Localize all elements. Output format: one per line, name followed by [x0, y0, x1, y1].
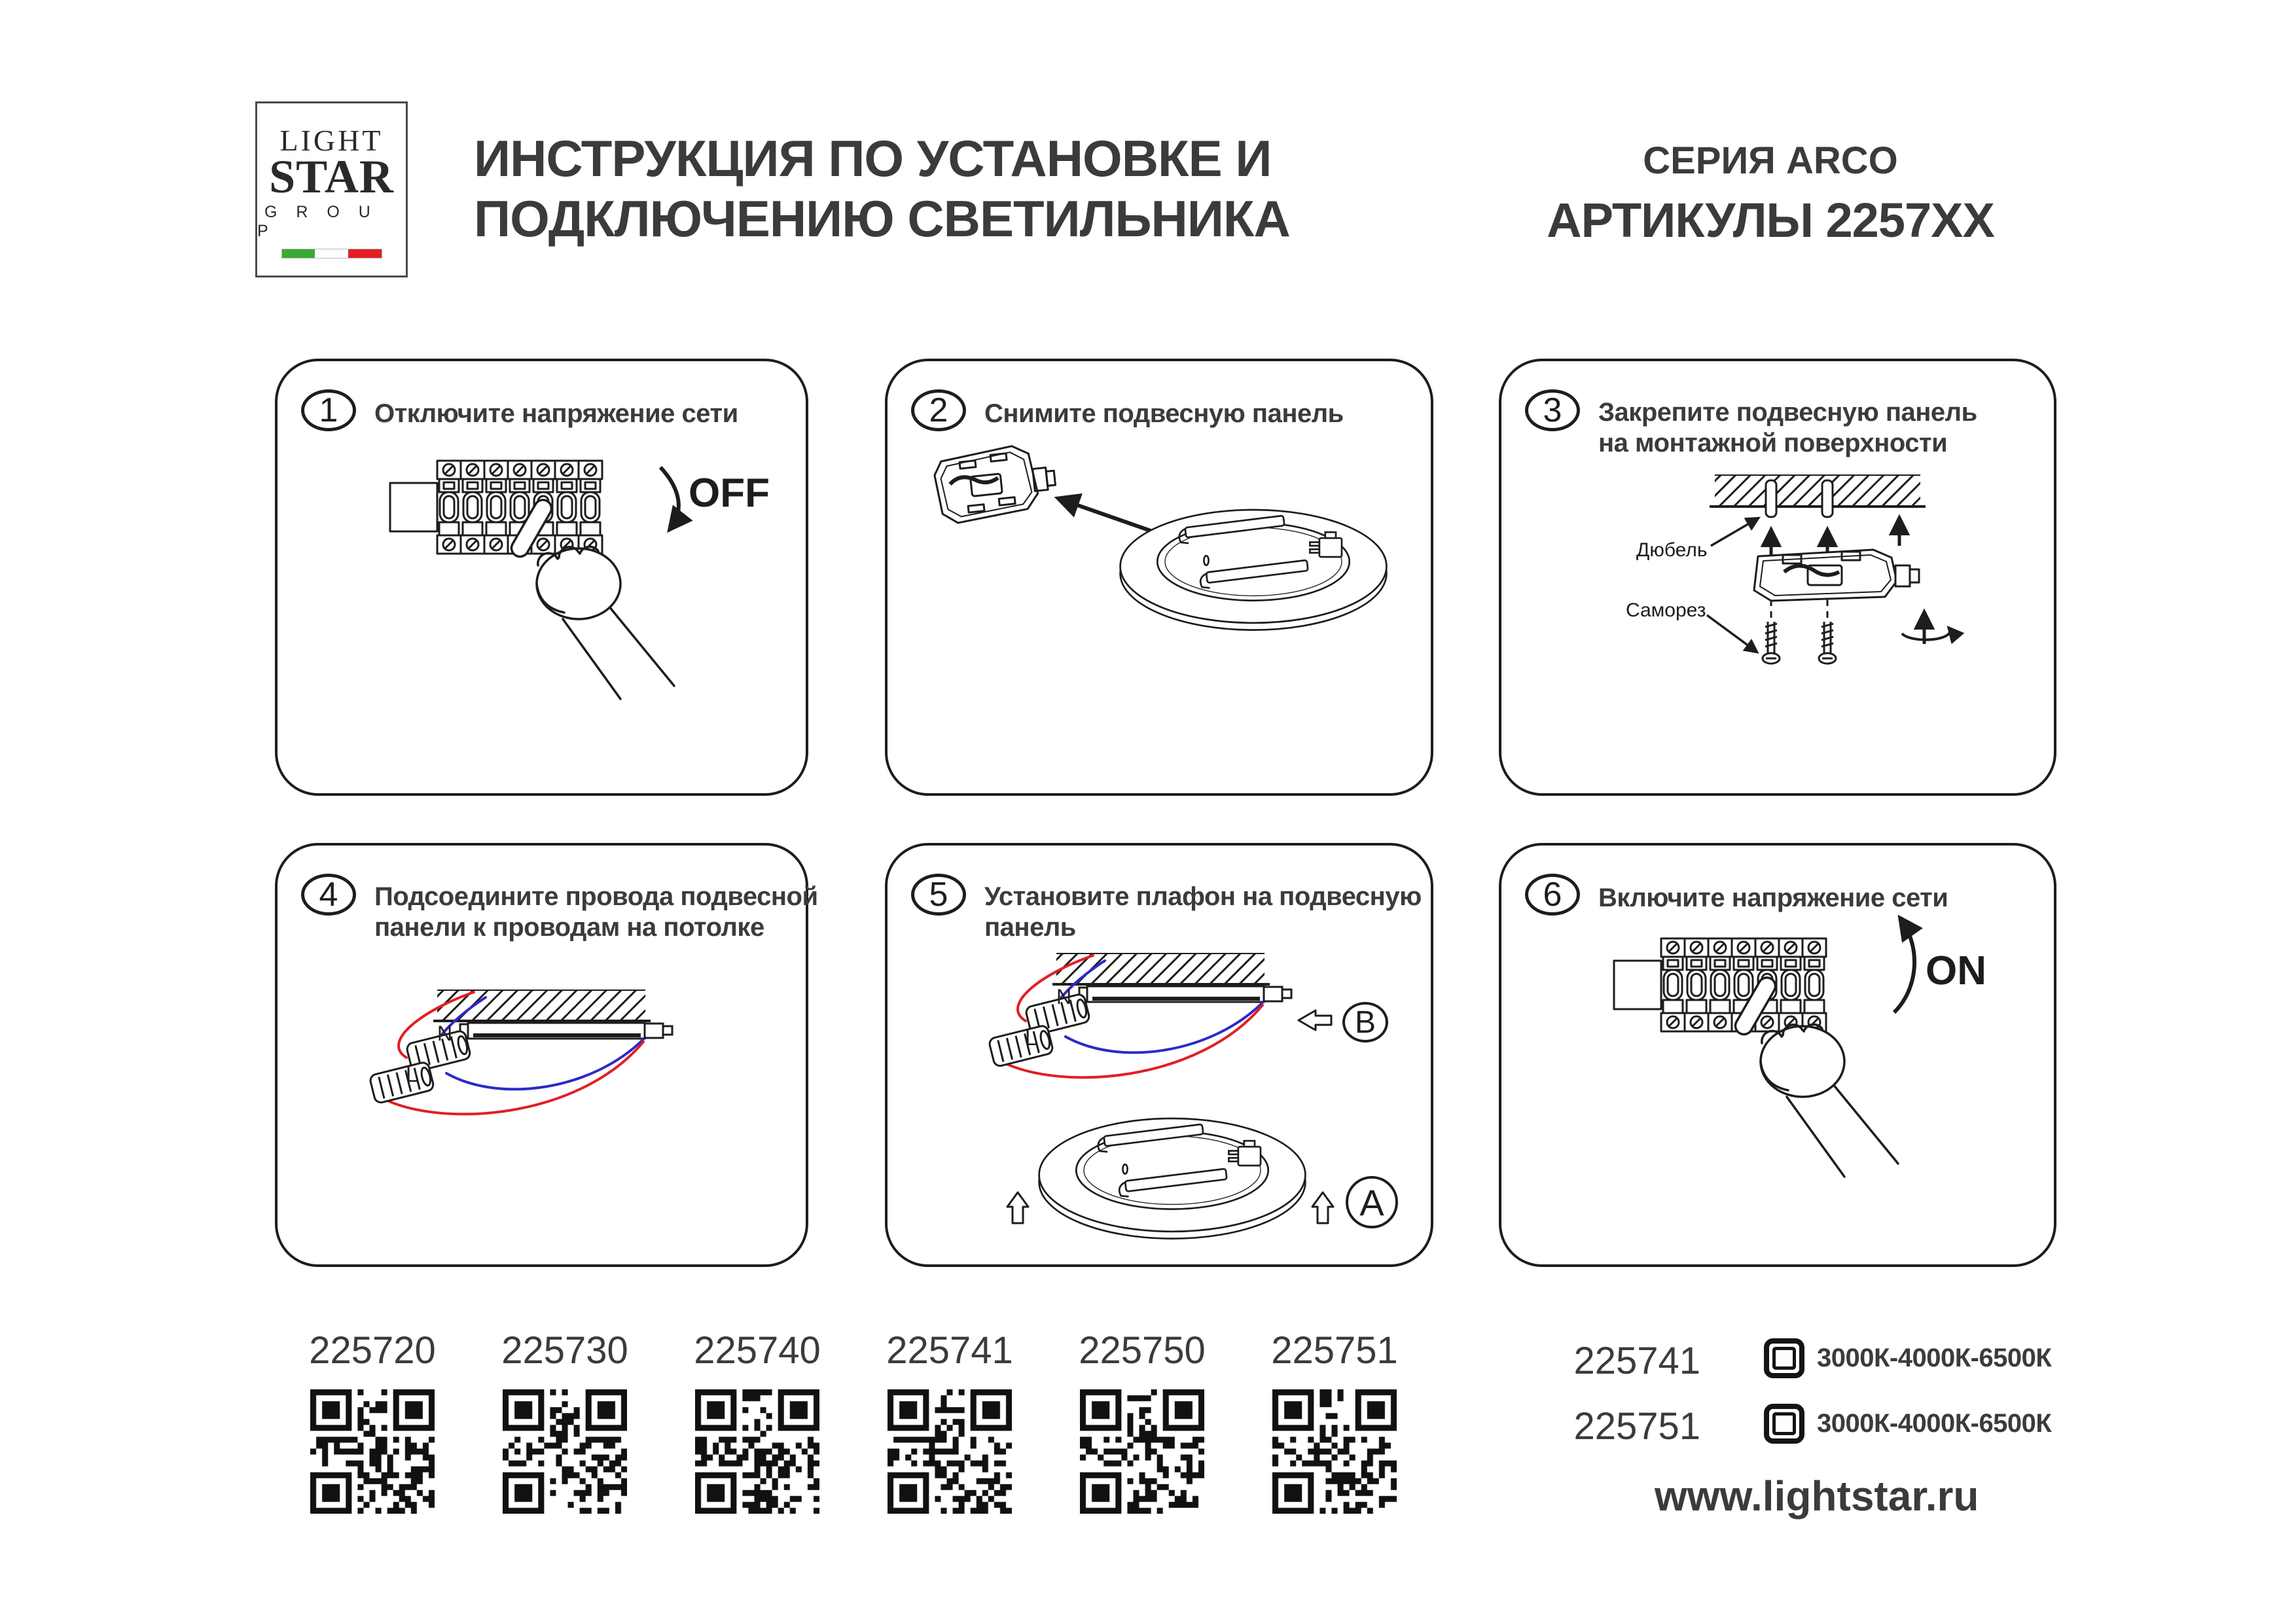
- article-label: 225720: [309, 1329, 436, 1372]
- step-2-badge: 2: [911, 389, 966, 431]
- step-4-title-line2: панели к проводам на потолке: [374, 913, 764, 942]
- fix-panel-illustration: [1501, 361, 2054, 793]
- dowel-label: Дюбель: [1636, 539, 1708, 561]
- step-1-badge: 1: [301, 389, 356, 431]
- mounting-plate-icon: [933, 442, 1058, 524]
- variant-temperature: 3000К-4000К-6500К: [1817, 1409, 2052, 1438]
- neutral-wire-label: N: [437, 1022, 453, 1045]
- step-card-5: [885, 843, 1433, 1267]
- page-title-line2: ПОДКЛЮЧЕНИЮ СВЕТИЛЬНИКА: [474, 190, 1290, 247]
- step-6-badge: 6: [1525, 874, 1580, 916]
- logo-word-group: G R O U P: [257, 203, 378, 240]
- logo-word-light: LIGHT: [279, 124, 384, 157]
- step-4-badge: 4: [301, 874, 356, 916]
- slide-left-arrow-icon: [1299, 1010, 1331, 1030]
- page-title-line1: ИНСТРУКЦИЯ ПО УСТАНОВКЕ И: [474, 130, 1272, 187]
- step-2-title: Снимите подвесную панель: [984, 399, 1344, 428]
- step-card-1: [275, 359, 808, 796]
- neutral-wire-label: N: [1056, 985, 1072, 1008]
- qr-code: [888, 1389, 1012, 1514]
- step-a-marker: А: [1346, 1176, 1398, 1228]
- line-wire-label: L: [406, 1063, 418, 1086]
- variant-article: 225751: [1573, 1405, 1700, 1448]
- breaker-off-illustration: [278, 361, 806, 793]
- off-arrow-icon: [660, 467, 679, 529]
- class-ii-insulation-icon: [1764, 1338, 1804, 1378]
- step-card-3: [1499, 359, 2056, 796]
- step-card-4: [275, 843, 818, 1267]
- article-label: 225740: [694, 1329, 821, 1372]
- lightstar-logo: [255, 101, 408, 277]
- article-label: 225750: [1079, 1329, 1206, 1372]
- line-wire-label: L: [1025, 1026, 1037, 1050]
- article-label: 225751: [1271, 1329, 1398, 1372]
- dowel-pointer-arrow: [1711, 518, 1758, 546]
- articles-code: АРТИКУЛЫ 2257XX: [1547, 193, 1994, 247]
- step-5-badge: 5: [911, 874, 966, 916]
- screw-label: Саморез: [1626, 599, 1706, 621]
- page-title: [474, 128, 1290, 249]
- article-label: 225741: [886, 1329, 1013, 1372]
- qr-code: [1080, 1389, 1204, 1514]
- lift-arrow-left-icon: [1007, 1192, 1028, 1223]
- website-link[interactable]: www.lightstar.ru: [1655, 1472, 1979, 1520]
- hanging-plate-icon: [1754, 550, 1919, 601]
- connect-wires-illustration: [278, 846, 806, 1264]
- step-5-title-line1: Установите плафон на подвесную: [984, 882, 1422, 911]
- remove-panel-illustration: [888, 361, 1431, 793]
- on-label: ON: [1926, 948, 1986, 993]
- qr-code: [503, 1389, 627, 1514]
- qr-code: [1272, 1389, 1397, 1514]
- class-ii-insulation-icon: [1764, 1404, 1804, 1444]
- step-5-title-line2: панель: [984, 913, 1076, 942]
- breaker-on-illustration: [1501, 846, 2054, 1264]
- on-arrow-icon: [1894, 919, 1914, 1012]
- screw-icon: [1763, 622, 1836, 664]
- logo-word-star: STAR: [269, 151, 394, 203]
- ceiling-hatch: [1715, 475, 1920, 507]
- article-label: 225730: [501, 1329, 628, 1372]
- step-4-title-line1: Подсоедините провода подвесной: [374, 882, 818, 911]
- step-3-badge: 3: [1525, 389, 1580, 431]
- qr-code: [310, 1389, 435, 1514]
- off-label: OFF: [689, 471, 770, 516]
- qr-code: [695, 1389, 819, 1514]
- series-name: СЕРИЯ ARCO: [1643, 139, 1898, 182]
- step-6-title: Включите напряжение сети: [1598, 883, 1948, 912]
- step-1-title: Отключите напряжение сети: [374, 399, 738, 428]
- step-3-title-line1: Закрепите подвесную панель: [1598, 398, 1977, 427]
- variant-article: 225741: [1573, 1340, 1700, 1382]
- variant-temperature: 3000К-4000К-6500К: [1817, 1344, 2052, 1372]
- step-card-2: [885, 359, 1433, 796]
- step-b-marker: В: [1342, 1002, 1388, 1043]
- step-3-title-line2: на монтажной поверхности: [1598, 429, 1948, 457]
- lift-arrow-right-icon: [1312, 1192, 1333, 1223]
- screw-pointer-arrow: [1707, 615, 1757, 652]
- rotate-arrow-icon: [1902, 613, 1950, 644]
- step-card-6: [1499, 843, 2056, 1267]
- italian-flag-bar: [281, 249, 382, 259]
